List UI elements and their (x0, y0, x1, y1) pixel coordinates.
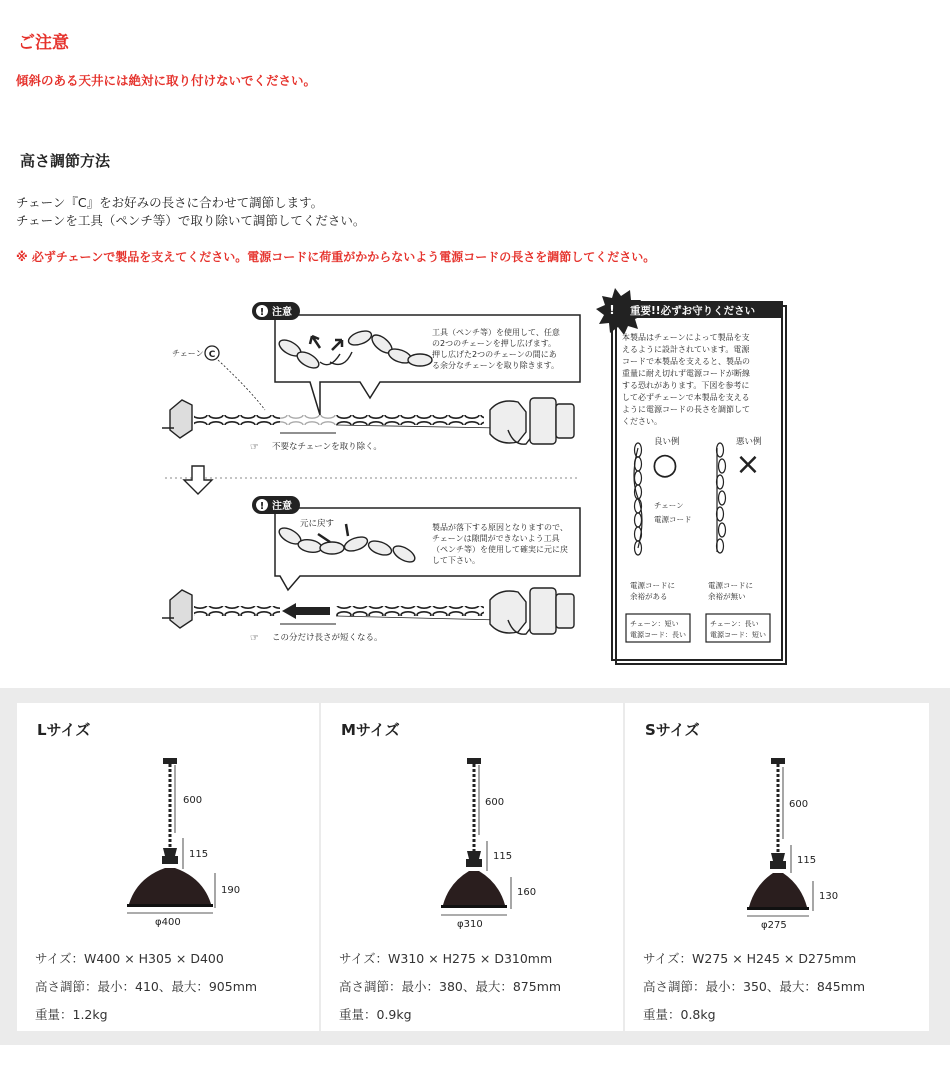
svg-text:チェーンは隙間ができないよう工具: チェーンは隙間ができないよう工具 (432, 534, 560, 543)
top-height: 115 (797, 855, 817, 866)
chain-letter: C (208, 350, 216, 360)
lamp-socket-top (490, 398, 574, 444)
shade-height: 130 (819, 891, 839, 902)
important-title: 重要!!必ずお守りください (630, 305, 756, 317)
cord-name-label: 電源コード (654, 515, 692, 524)
svg-text:の2つのチェーンを押し広げます。: の2つのチェーンを押し広げます。 (432, 339, 557, 348)
chain-name-label: チェーン (654, 501, 684, 510)
svg-text:（ペンチ等）を使用して確実に元に戻: （ペンチ等）を使用して確実に元に戻 (432, 545, 568, 554)
height-adjust-spec: 高さ調節：最小：410、最大：905mm (35, 979, 258, 994)
svg-text:本製品はチェーンによって製品を支: 本製品はチェーンによって製品を支 (622, 333, 750, 342)
weight-spec: 重量：0.9kg (339, 1007, 412, 1022)
chain-length: 600 (485, 797, 505, 808)
svg-text:重量に耐え切れず電源コードが断線: 重量に耐え切れず電源コードが断線 (622, 369, 750, 378)
caution-title: ご注意 (18, 33, 69, 53)
svg-text:ように電源コードの長さを調節して: ように電源コードの長さを調節して (622, 405, 750, 414)
diameter: φ275 (761, 920, 787, 931)
caution-text: 傾斜のある天井には絶対に取り付けないでください。 (16, 73, 317, 88)
caution-tag-icon (252, 302, 300, 320)
svg-text:る余分なチェーンを取り除きます。: る余分なチェーンを取り除きます。 (432, 361, 559, 370)
step2-caption: この分だけ長さが短くなる。 (272, 633, 383, 643)
lamp-socket-bottom (490, 588, 574, 634)
svg-text:!: ! (609, 303, 615, 317)
bad-example-label: 悪い例 (736, 437, 762, 447)
top-height: 115 (189, 849, 209, 860)
caution-tag-icon-2 (252, 496, 300, 514)
height-adjust-spec: 高さ調節：最小：350、最大：845mm (643, 979, 866, 994)
svg-text:電源コード：長い: 電源コード：長い (630, 631, 686, 639)
weight-spec: 重量：0.8kg (643, 1007, 716, 1022)
chain-label: チェーン (172, 349, 204, 358)
height-adjust-title: 高さ調節方法 (20, 152, 111, 170)
caution-tag-label-2: 注意 (272, 501, 292, 512)
svg-text:ください。: ください。 (622, 417, 662, 426)
svg-text:えるように設計されています。電源: えるように設計されています。電源 (622, 345, 750, 354)
size-card-medium (321, 703, 623, 1031)
svg-text:する恐れがあります。下図を参考に: する恐れがあります。下図を参考に (622, 381, 750, 390)
svg-text:コードで本製品を支えると、製品の: コードで本製品を支えると、製品の (622, 357, 750, 366)
svg-text:製品が落下する原因となりますので、: 製品が落下する原因となりますので、 (432, 523, 568, 532)
size-name: Lサイズ (37, 721, 91, 739)
svg-text:チェーン：長い: チェーン：長い (710, 620, 759, 628)
shade-height: 160 (517, 887, 537, 898)
chain-length: 600 (183, 795, 203, 806)
diameter: φ400 (155, 917, 181, 928)
adjust-description-line-2: チェーンを工具（ペンチ等）で取り除いて調節してください。 (16, 213, 366, 228)
hand-point-icon: ☞ (250, 442, 259, 453)
svg-text:!: ! (259, 307, 265, 318)
svg-text:余裕が無い: 余裕が無い (708, 592, 746, 601)
adjust-description-line-1: チェーン『C』をお好みの長さに合わせて調節します。 (16, 195, 324, 210)
svg-text:電源コードに: 電源コードに (708, 581, 753, 590)
chain-length: 600 (789, 799, 809, 810)
size-name: Mサイズ (341, 721, 400, 739)
svg-text:して必ずチェーンで本製品を支える: して必ずチェーンで本製品を支える (622, 393, 750, 402)
left-arrow-icon (282, 603, 330, 619)
svg-text:して下さい。: して下さい。 (432, 556, 480, 565)
hand-point-icon-2: ☞ (250, 633, 259, 644)
bad-cross-icon: × (735, 447, 761, 482)
svg-text:工具（ペンチ等）を使用して、任意: 工具（ペンチ等）を使用して、任意 (432, 328, 560, 337)
size-card-large (17, 703, 319, 1031)
svg-text:電源コードに: 電源コードに (630, 581, 675, 590)
down-arrow-icon (184, 466, 212, 494)
lamp-dimension-drawing (127, 753, 247, 928)
svg-text:電源コード：短い: 電源コード：短い (710, 631, 766, 639)
good-circle-icon: ○ (651, 447, 679, 482)
weight-spec: 重量：1.2kg (35, 1007, 108, 1022)
chain-adjust-diagram (160, 280, 950, 680)
return-label: 元に戻す (300, 519, 335, 529)
lamp-dimension-drawing (439, 753, 559, 930)
svg-text:!: ! (259, 501, 265, 512)
adjust-warning: ※ 必ずチェーンで製品を支えてください。電源コードに荷重がかからないよう電源コードの長さを調節してください。 (16, 250, 656, 264)
diameter: φ310 (457, 919, 483, 930)
size-name: Sサイズ (645, 721, 700, 739)
size-spec: サイズ：W400 × H305 × D400 (35, 951, 224, 966)
svg-text:押し広げた2つのチェーンの間にあ: 押し広げた2つのチェーンの間にあ (432, 350, 557, 359)
lamp-dimension-drawing (743, 753, 863, 931)
size-spec: サイズ：W275 × H245 × D275mm (643, 951, 857, 966)
ceiling-plate-top (162, 400, 192, 438)
ceiling-plate-bottom (162, 590, 192, 628)
good-example-label: 良い例 (654, 437, 680, 447)
size-card-small (625, 703, 929, 1031)
step1-caption: 不要なチェーンを取り除く。 (272, 442, 382, 452)
shade-height: 190 (221, 885, 241, 896)
svg-text:チェーン：短い: チェーン：短い (630, 620, 679, 628)
svg-text:余裕がある: 余裕がある (630, 592, 668, 601)
top-height: 115 (493, 851, 513, 862)
height-adjust-spec: 高さ調節：最小：380、最大：875mm (339, 979, 562, 994)
caution-tag-label: 注意 (272, 307, 292, 318)
size-spec: サイズ：W310 × H275 × D310mm (339, 951, 553, 966)
